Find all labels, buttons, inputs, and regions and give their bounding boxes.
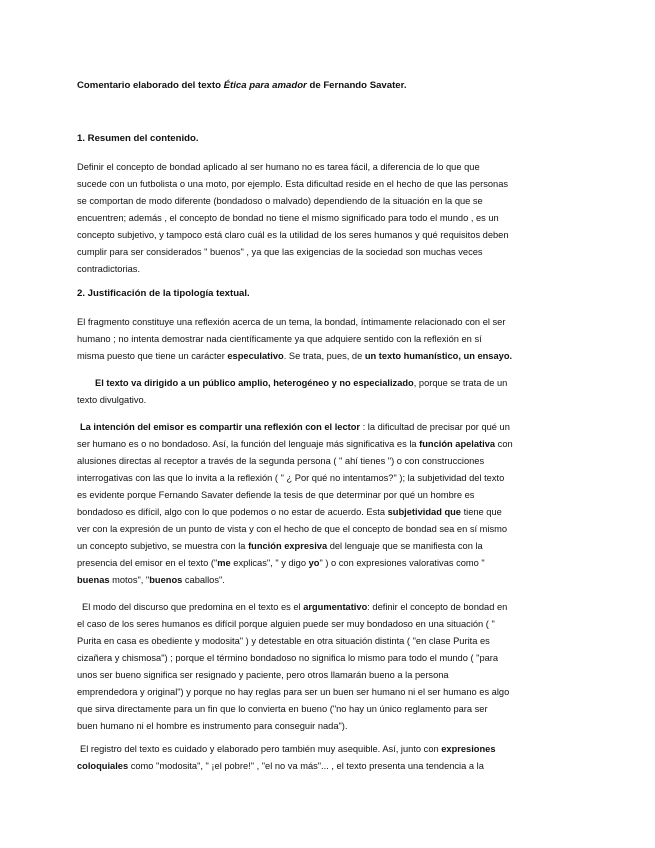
paragraph-line: es evidente porque Fernando Savater defiende la tesis de que determinar por qué un hombre es — [77, 490, 475, 500]
summary-line: concepto subjetivo, y tampoco está claro cuál es la utilidad de los seres humanos y qué requisitos deben — [77, 230, 509, 240]
summary-line: se comportan de modo diferente (bondadoso o malvado) dependiendo de la situación en la que se — [77, 196, 483, 206]
paragraph-line: interrogativas con las que lo invita a la reflexión ( " ¿ Por qué no intentamos?" ); la subjetividad del texto — [77, 473, 505, 483]
summary-line: contradictorias. — [77, 264, 141, 274]
paragraph-line: La intención del emisor es compartir una reflexión con el lector : la dificultad de precisar por qué un — [80, 422, 510, 432]
paragraph-line: ver con la expresión de un punto de vista y con el hecho de que el concepto de bondad sea en sí mismo — [77, 524, 508, 534]
paragraph-line: Purita en casa es obediente y modosita" ) y detestable en otra situación distinta ( "en clase Purita es — [77, 636, 490, 646]
paragraph-line: un concepto subjetivo, se muestra con la función expresiva del lenguaje que se manifiesta con la — [77, 541, 483, 551]
paragraph-line: unos ser bueno significa ser resignado y paciente, pero otros llamarán bueno a la persona — [77, 670, 449, 680]
paragraph-line: coloquiales como "modosita", " ¡el pobre!" , "el no va más"... , el texto presenta una tendencia a la — [77, 761, 484, 771]
paragraph-line: El fragmento constituye una reflexión acerca de un tema, la bondad, íntimamente relacionado con el ser — [77, 317, 506, 327]
paragraph-line: alusiones directas al receptor a través de la segunda persona ( " ahí tienes ") o con construcciones — [77, 456, 485, 466]
paragraph-line: buenas motos", "buenos caballos". — [77, 575, 225, 585]
paragraph-line: El registro del texto es cuidado y elaborado pero también muy asequible. Así, junto con expresiones — [80, 744, 496, 754]
section-2-heading: 2. Justificación de la tipología textual. — [77, 288, 250, 299]
paragraph-line: El texto va dirigido a un público amplio, heterogéneo y no especializado, porque se trata de un — [95, 378, 508, 388]
section-1-heading: 1. Resumen del contenido. — [77, 133, 199, 144]
paragraph-line: presencia del emisor en el texto ("me explicas", " y digo yo" ) o con expresiones valorativas como " — [77, 558, 485, 568]
summary-line: encuentren; además , el concepto de bondad no tiene el mismo significado para todo el mundo , es un — [77, 213, 499, 223]
paragraph-line: texto divulgativo. — [77, 395, 147, 405]
paragraph-line: que sirva directamente para un fin que lo convierta en bueno ("no hay un único reglamento para ser — [77, 704, 488, 714]
book-title: Ética para amador — [223, 80, 307, 91]
summary-line: cumplir para ser considerados " buenos" , ya que las exigencias de la sociedad son muchas veces — [77, 247, 483, 257]
paragraph-line: El modo del discurso que predomina en el texto es el argumentativo: definir el concepto de bondad en — [82, 602, 508, 612]
summary-line: Definir el concepto de bondad aplicado al ser humano no es tarea fácil, a diferencia de lo que que — [77, 162, 480, 172]
paragraph-line: emprendedora y original") y porque no hay reglas para ser un buen ser humano ni el ser humano es algo — [77, 687, 510, 697]
paragraph-line: buen humano ni el hombre es instrumento para conseguir nada"). — [77, 721, 348, 731]
document-title: Comentario elaborado del texto Ética para amador de Fernando Savater. — [77, 80, 407, 91]
paragraph-line: humano ; no intenta demostrar nada científicamente ya que adquiere sentido con la reflexión en sí — [77, 334, 482, 344]
paragraph-line: cizañera y chismosa") ; porque el término bondadoso no significa lo mismo para todo el mundo ( "para — [77, 653, 499, 663]
paragraph-line: el caso de los seres humanos es difícil porque alguien puede ser muy bondadoso en una situación ( " — [77, 619, 495, 629]
summary-line: sucede con un futbolista o una moto, por ejemplo. Esta dificultad reside en el hecho de que las personas — [77, 179, 509, 189]
paragraph-line: bondadoso es difícil, algo con lo que podemos o no estar de acuerdo. Esta subjetividad que tiene que — [77, 507, 502, 517]
paragraph-line: ser humano es o no bondadoso. Así, la función del lenguaje más significativa es la función apelativa con — [77, 439, 513, 449]
paragraph-line: misma puesto que tiene un carácter especulativo. Se trata, pues, de un texto humanístico, un ensayo. — [77, 351, 513, 361]
